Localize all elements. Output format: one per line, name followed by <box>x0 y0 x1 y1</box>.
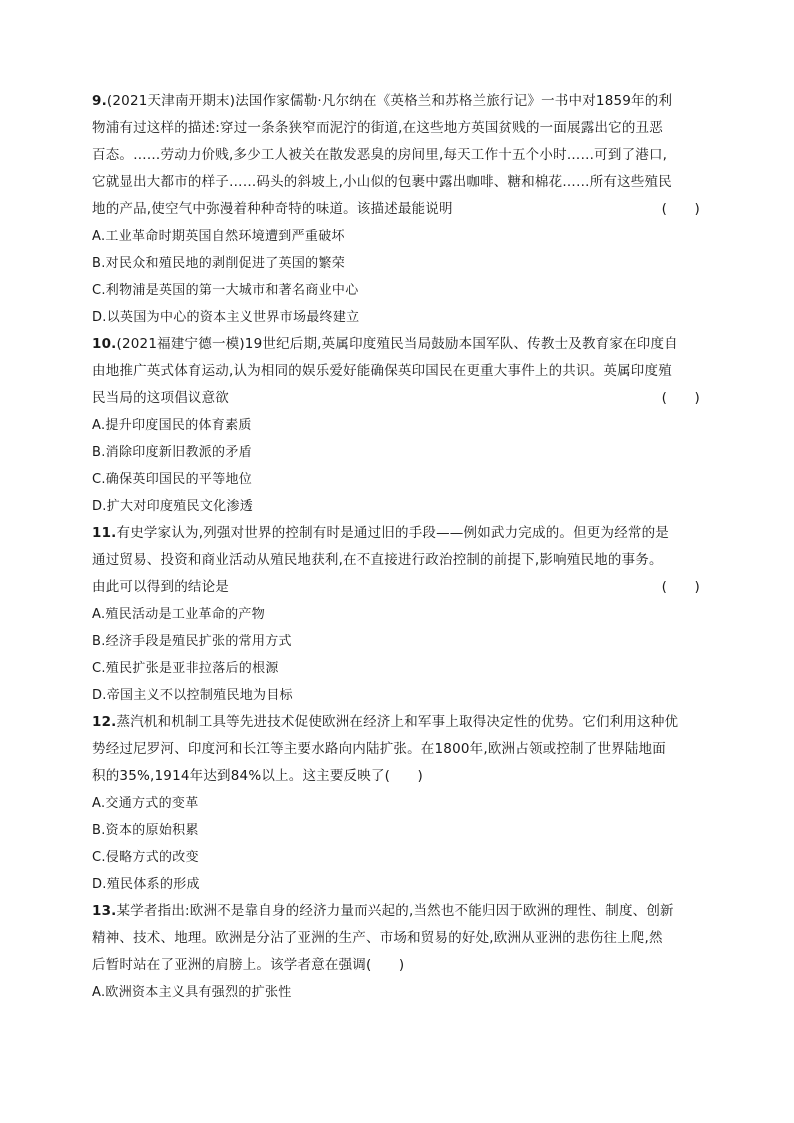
option-a[interactable]: A.交通方式的变革 <box>92 796 199 811</box>
option-d[interactable]: D.帝国主义不以控制殖民地为目标 <box>92 688 293 703</box>
question-stem <box>92 331 700 412</box>
stem-line: 它就显出大都市的样子……码头的斜坡上,小山似的包裹中露出咖啡、糖和棉花……所有这些殖民 <box>92 174 672 190</box>
stem-text: 后暂时站在了亚洲的肩膀上。该学者意在强调 <box>92 957 366 973</box>
stem-text: 由此可以得到的结论是 <box>92 579 229 595</box>
stem-line: 势经过尼罗河、印度河和长江等主要水路向内陆扩张。在1800年,欧洲占领或控制了世界陆地面 <box>92 741 666 757</box>
question-number: 12. <box>92 714 117 730</box>
question-number: 9. <box>92 93 107 109</box>
question-12 <box>92 709 700 898</box>
stem-text: 民当局的这项倡议意欲 <box>92 390 229 406</box>
stem-line <box>92 88 700 115</box>
stem-text: 蒸汽机和机制工具等先进技术促使欧洲在经济上和军事上取得决定性的优势。它们利用这种优 <box>116 714 679 730</box>
stem-line <box>92 709 700 736</box>
answer-blank[interactable]: ( ) <box>661 390 700 406</box>
question-13 <box>92 898 700 1006</box>
stem-text: (2021天津南开期末)法国作家儒勒·凡尔纳在《英格兰和苏格兰旅行记》一书中对1859年的利 <box>106 93 673 109</box>
stem-line: 物浦有过这样的描述:穿过一条条狭窄而泥泞的街道,在这些地方英国贫贱的一面展露出它的丑恶 <box>92 120 663 136</box>
option-d[interactable]: D.扩大对印度殖民文化渗透 <box>92 499 254 514</box>
stem-line-last <box>92 763 700 790</box>
answer-blank[interactable]: ( ) <box>661 579 700 595</box>
option-b[interactable]: B.资本的原始积累 <box>92 823 199 838</box>
option-a[interactable]: A.殖民活动是工业革命的产物 <box>92 607 265 622</box>
answer-blank[interactable]: ( ) <box>384 768 424 784</box>
stem-text: (2021福建宁德一模)19世纪后期,英属印度殖民当局鼓励本国军队、传教士及教育家在印度自 <box>116 336 678 352</box>
question-number: 10. <box>92 336 117 352</box>
answer-blank[interactable]: ( ) <box>661 201 700 217</box>
option-c[interactable]: C.侵略方式的改变 <box>92 850 199 865</box>
option-a[interactable]: A.工业革命时期英国自然环境遭到严重破坏 <box>92 229 345 244</box>
option-c[interactable]: C.利物浦是英国的第一大城市和著名商业中心 <box>92 283 359 298</box>
stem-line <box>92 898 700 925</box>
stem-line: 由地推广英式体育运动,认为相同的娱乐爱好能确保英印国民在更重大事件上的共识。英属印度殖 <box>92 363 672 379</box>
question-10 <box>92 331 700 520</box>
stem-line-last <box>92 385 700 412</box>
option-c[interactable]: C.殖民扩张是亚非拉落后的根源 <box>92 661 279 676</box>
stem-line-last <box>92 196 700 223</box>
answer-blank[interactable]: ( ) <box>366 957 405 973</box>
question-number: 13. <box>92 903 117 919</box>
stem-line: 通过贸易、投资和商业活动从殖民地获利,在不直接进行政治控制的前提下,影响殖民地的事务。 <box>92 552 663 568</box>
stem-text: 积的35%,1914年达到84%以上。这主要反映了 <box>92 768 385 784</box>
option-d[interactable]: D.以英国为中心的资本主义世界市场最终建立 <box>92 310 360 325</box>
stem-line-last <box>92 952 700 979</box>
stem-line: 精神、技术、地理。欧洲是分沾了亚洲的生产、市场和贸易的好处,欧洲从亚洲的悲伤往上爬,然 <box>92 930 663 946</box>
stem-line <box>92 331 700 358</box>
question-stem <box>92 88 700 223</box>
stem-line-last <box>92 574 700 601</box>
option-b[interactable]: B.经济手段是殖民扩张的常用方式 <box>92 634 292 649</box>
option-c[interactable]: C.确保英印国民的平等地位 <box>92 472 253 487</box>
question-stem <box>92 520 700 601</box>
stem-line: 百态。……劳动力价贱,多少工人被关在散发恶臭的房间里,每天工作十五个小时……可到了港口, <box>92 147 668 163</box>
question-stem <box>92 898 700 979</box>
stem-text: 有史学家认为,列强对世界的控制有时是通过旧的手段——例如武力完成的。但更为经常的是 <box>116 525 670 541</box>
stem-line <box>92 520 700 547</box>
question-number: 11. <box>92 525 117 541</box>
question-9 <box>92 88 700 331</box>
option-b[interactable]: B.对民众和殖民地的剥削促进了英国的繁荣 <box>92 256 346 271</box>
option-d[interactable]: D.殖民体系的形成 <box>92 877 200 892</box>
option-a[interactable]: A.欧洲资本主义具有强烈的扩张性 <box>92 985 292 1000</box>
stem-text: 地的产品,使空气中弥漫着种种奇特的味道。该描述最能说明 <box>92 201 453 217</box>
worksheet-page <box>92 88 700 1006</box>
question-11 <box>92 520 700 709</box>
stem-text: 某学者指出:欧洲不是靠自身的经济力量而兴起的,当然也不能归因于欧洲的理性、制度、创新 <box>116 903 674 919</box>
question-stem <box>92 709 700 790</box>
option-b[interactable]: B.消除印度新旧教派的矛盾 <box>92 445 252 460</box>
option-a[interactable]: A.提升印度国民的体育素质 <box>92 418 252 433</box>
